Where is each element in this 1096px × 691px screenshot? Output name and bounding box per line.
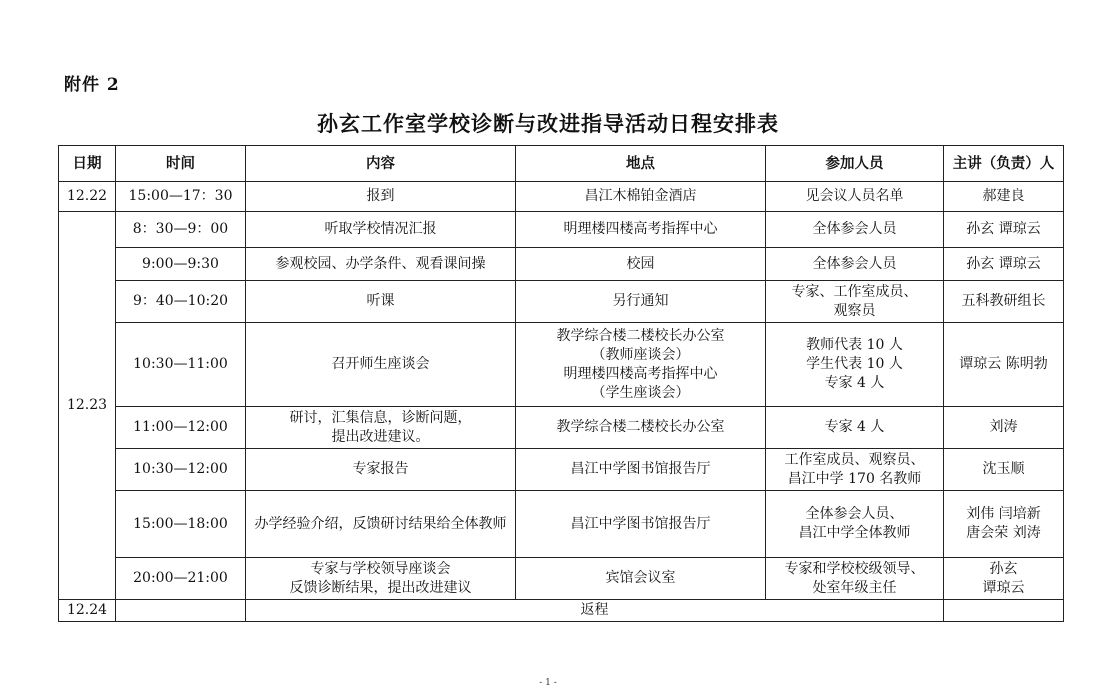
- host-cell: 郝建良: [944, 182, 1064, 212]
- time-cell: [116, 600, 246, 622]
- host-cell: 孙玄 谭琼云: [944, 558, 1064, 600]
- location-cell: 宾馆会议室: [516, 558, 766, 600]
- time-cell: 11:00—12:00: [116, 407, 246, 449]
- merged-activity-cell: 返程: [246, 600, 944, 622]
- content-cell: 专家与学校领导座谈会 反馈诊断结果，提出改进建议: [246, 558, 516, 600]
- time-cell: 9:00—9:30: [116, 248, 246, 281]
- header-host: 主讲（负责）人: [944, 146, 1064, 182]
- table-row: [59, 558, 1064, 600]
- host-cell: 沈玉顺: [944, 449, 1064, 491]
- time-cell: 15:00—17：30: [116, 182, 246, 212]
- participants-cell: 全体参会人员: [766, 212, 944, 248]
- content-cell: 听取学校情况汇报: [246, 212, 516, 248]
- header-location: 地点: [516, 146, 766, 182]
- host-cell: 孙玄 谭琼云: [944, 212, 1064, 248]
- content-cell: 参观校园、办学条件、观看课间操: [246, 248, 516, 281]
- table-row: [59, 449, 1064, 491]
- date-cell: 12.24: [59, 600, 116, 622]
- document-title: 孙玄工作室学校诊断与改进指导活动日程安排表: [317, 111, 779, 136]
- location-cell: 昌江中学图书馆报告厅: [516, 449, 766, 491]
- content-cell: 召开师生座谈会: [246, 323, 516, 407]
- time-cell: 20:00—21:00: [116, 558, 246, 600]
- time-cell: 15:00—18:00: [116, 491, 246, 558]
- participants-cell: 专家和学校校级领导、 处室年级主任: [766, 558, 944, 600]
- location-cell: 另行通知: [516, 281, 766, 323]
- host-cell: 谭琼云 陈明勃: [944, 323, 1064, 407]
- participants-cell: 全体参会人员、 昌江中学全体教师: [766, 491, 944, 558]
- host-cell: 刘涛: [944, 407, 1064, 449]
- table-row: [59, 248, 1064, 281]
- table-row: [59, 600, 1064, 622]
- header-content: 内容: [246, 146, 516, 182]
- time-cell: 9：40—10:20: [116, 281, 246, 323]
- location-cell: 教学综合楼二楼校长办公室 （教师座谈会） 明理楼四楼高考指挥中心 （学生座谈会）: [516, 323, 766, 407]
- table-row: [59, 182, 1064, 212]
- participants-cell: 工作室成员、观察员、 昌江中学 170 名教师: [766, 449, 944, 491]
- location-cell: 昌江木棉铂金酒店: [516, 182, 766, 212]
- participants-cell: 教师代表 10 人 学生代表 10 人 专家 4 人: [766, 323, 944, 407]
- time-cell: 10:30—11:00: [116, 323, 246, 407]
- content-cell: 报到: [246, 182, 516, 212]
- host-cell: 五科教研组长: [944, 281, 1064, 323]
- date-cell: 12.22: [59, 182, 116, 212]
- table-row: [59, 407, 1064, 449]
- content-cell: 听课: [246, 281, 516, 323]
- header-time: 时间: [116, 146, 246, 182]
- location-cell: 校园: [516, 248, 766, 281]
- location-cell: 昌江中学图书馆报告厅: [516, 491, 766, 558]
- header-participants: 参加人员: [766, 146, 944, 182]
- participants-cell: 见会议人员名单: [766, 182, 944, 212]
- host-cell: 刘伟 闫培新 唐会荣 刘涛: [944, 491, 1064, 558]
- host-cell: [944, 600, 1064, 622]
- location-cell: 教学综合楼二楼校长办公室: [516, 407, 766, 449]
- table-row: [59, 281, 1064, 323]
- content-cell: 专家报告: [246, 449, 516, 491]
- table-header-row: [59, 146, 1064, 182]
- time-cell: 10:30—12:00: [116, 449, 246, 491]
- content-cell: 办学经验介绍，反馈研讨结果给全体教师: [246, 491, 516, 558]
- participants-cell: 专家 4 人: [766, 407, 944, 449]
- attachment-label: 附件 2: [64, 75, 120, 95]
- content-cell: 研讨，汇集信息，诊断问题， 提出改进建议。: [246, 407, 516, 449]
- header-date: 日期: [59, 146, 116, 182]
- table-row: [59, 323, 1064, 407]
- host-cell: 孙玄 谭琼云: [944, 248, 1064, 281]
- location-cell: 明理楼四楼高考指挥中心: [516, 212, 766, 248]
- table-row: [59, 491, 1064, 558]
- table-row: [59, 212, 1064, 248]
- time-cell: 8：30—9：00: [116, 212, 246, 248]
- schedule-table: [58, 145, 1064, 622]
- participants-cell: 专家、工作室成员、 观察员: [766, 281, 944, 323]
- date-cell: 12.23: [59, 212, 116, 600]
- page-number: - 1 -: [539, 678, 557, 688]
- participants-cell: 全体参会人员: [766, 248, 944, 281]
